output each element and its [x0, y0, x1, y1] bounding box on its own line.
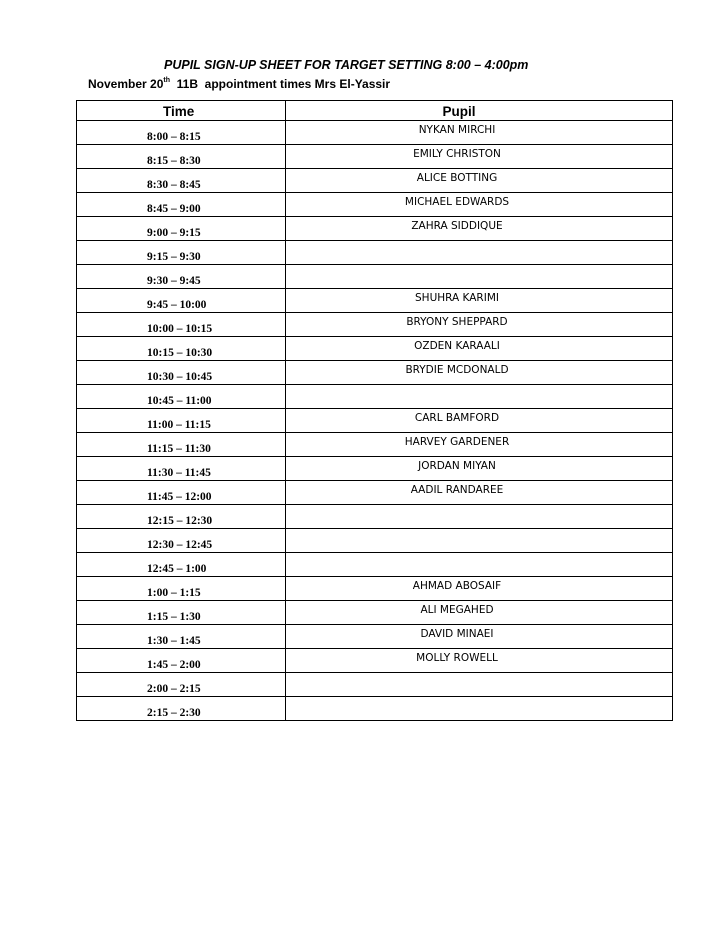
time-slot-label: 10:15 – 10:30: [147, 347, 213, 359]
time-cell: [77, 265, 286, 289]
sheet-title: PUPIL SIGN-UP SHEET FOR TARGET SETTING 8:00 – 4:00pm: [164, 58, 529, 72]
pupil-cell[interactable]: [286, 673, 673, 697]
pupil-cell[interactable]: BRYDIE MCDONALD: [286, 361, 673, 385]
time-cell: [77, 601, 286, 625]
table-row: [77, 193, 673, 217]
pupil-cell[interactable]: BRYONY SHEPPARD: [286, 313, 673, 337]
date-prefix: November 20: [88, 77, 164, 91]
time-slot-label: 12:15 – 12:30: [147, 515, 213, 527]
time-slot-label: 8:30 – 8:45: [147, 179, 201, 191]
time-cell: [77, 481, 286, 505]
column-header-time: Time: [77, 101, 286, 121]
pupil-cell[interactable]: MOLLY ROWELL: [286, 649, 673, 673]
table-row: [77, 265, 673, 289]
time-slot-label: 11:15 – 11:30: [147, 443, 211, 455]
time-slot-label: 9:15 – 9:30: [147, 251, 201, 263]
time-cell: [77, 145, 286, 169]
time-slot-label: 1:45 – 2:00: [147, 659, 201, 671]
time-cell: [77, 625, 286, 649]
pupil-cell[interactable]: SHUHRA KARIMI: [286, 289, 673, 313]
pupil-cell[interactable]: JORDAN MIYAN: [286, 457, 673, 481]
table-row: [77, 697, 673, 721]
time-slot-label: 2:15 – 2:30: [147, 707, 201, 719]
time-cell: [77, 385, 286, 409]
time-cell: [77, 121, 286, 145]
time-cell: [77, 289, 286, 313]
table-row: [77, 673, 673, 697]
time-slot-label: 8:15 – 8:30: [147, 155, 201, 167]
pupil-cell[interactable]: NYKAN MIRCHI: [286, 121, 673, 145]
time-cell: [77, 217, 286, 241]
pupil-cell[interactable]: DAVID MINAEI: [286, 625, 673, 649]
pupil-cell[interactable]: ZAHRA SIDDIQUE: [286, 217, 673, 241]
time-cell: [77, 505, 286, 529]
table-row: [77, 385, 673, 409]
pupil-cell[interactable]: ALI MEGAHED: [286, 601, 673, 625]
time-cell: [77, 193, 286, 217]
time-cell: [77, 241, 286, 265]
pupil-cell[interactable]: [286, 697, 673, 721]
table-row: [77, 433, 673, 457]
time-slot-label: 9:30 – 9:45: [147, 275, 201, 287]
table-row: [77, 553, 673, 577]
time-slot-label: 11:00 – 11:15: [147, 419, 211, 431]
pupil-cell[interactable]: AADIL RANDAREE: [286, 481, 673, 505]
table-row: [77, 409, 673, 433]
table-row: [77, 337, 673, 361]
time-cell: [77, 313, 286, 337]
time-slot-label: 1:30 – 1:45: [147, 635, 201, 647]
date-suffix: th: [163, 77, 170, 84]
time-cell: [77, 361, 286, 385]
subtitle-details: 11B appointment times Mrs El-Yassir: [169, 77, 391, 91]
pupil-cell[interactable]: OZDEN KARAALI: [286, 337, 673, 361]
time-cell: [77, 649, 286, 673]
time-slot-label: 1:00 – 1:15: [147, 587, 201, 599]
table-row: [77, 625, 673, 649]
time-slot-label: 8:00 – 8:15: [147, 131, 201, 143]
time-cell: [77, 577, 286, 601]
signup-table: [76, 100, 673, 721]
pupil-cell[interactable]: [286, 265, 673, 289]
pupil-cell[interactable]: CARL BAMFORD: [286, 409, 673, 433]
pupil-cell[interactable]: EMILY CHRISTON: [286, 145, 673, 169]
table-row: [77, 241, 673, 265]
pupil-cell[interactable]: HARVEY GARDENER: [286, 433, 673, 457]
table-row: [77, 529, 673, 553]
table-row: [77, 361, 673, 385]
table-row: [77, 121, 673, 145]
time-slot-label: 12:45 – 1:00: [147, 563, 207, 575]
pupil-cell[interactable]: [286, 505, 673, 529]
time-cell: [77, 529, 286, 553]
time-cell: [77, 409, 286, 433]
pupil-cell[interactable]: [286, 553, 673, 577]
time-slot-label: 2:00 – 2:15: [147, 683, 201, 695]
time-cell: [77, 433, 286, 457]
table-row: [77, 169, 673, 193]
table-body: [77, 121, 673, 721]
table-row: [77, 457, 673, 481]
time-cell: [77, 553, 286, 577]
pupil-cell[interactable]: ALICE BOTTING: [286, 169, 673, 193]
time-cell: [77, 457, 286, 481]
time-slot-label: 12:30 – 12:45: [147, 539, 213, 551]
pupil-cell[interactable]: [286, 529, 673, 553]
table-row: [77, 313, 673, 337]
pupil-cell[interactable]: [286, 385, 673, 409]
time-slot-label: 8:45 – 9:00: [147, 203, 201, 215]
time-slot-label: 11:45 – 12:00: [147, 491, 212, 503]
column-header-pupil: Pupil: [286, 101, 673, 121]
table-row: [77, 217, 673, 241]
time-slot-label: 11:30 – 11:45: [147, 467, 211, 479]
pupil-cell[interactable]: [286, 241, 673, 265]
table-row: [77, 577, 673, 601]
table-row: [77, 145, 673, 169]
pupil-cell[interactable]: MICHAEL EDWARDS: [286, 193, 673, 217]
table-row: [77, 289, 673, 313]
time-slot-label: 10:00 – 10:15: [147, 323, 213, 335]
table-row: [77, 601, 673, 625]
table-row: [77, 505, 673, 529]
time-slot-label: 1:15 – 1:30: [147, 611, 201, 623]
time-cell: [77, 169, 286, 193]
time-slot-label: 9:00 – 9:15: [147, 227, 201, 239]
pupil-cell[interactable]: AHMAD ABOSAIF: [286, 577, 673, 601]
table-row: [77, 481, 673, 505]
time-cell: [77, 337, 286, 361]
time-cell: [77, 697, 286, 721]
table-header-row: [77, 101, 673, 121]
time-slot-label: 9:45 – 10:00: [147, 299, 207, 311]
table-row: [77, 649, 673, 673]
time-slot-label: 10:30 – 10:45: [147, 371, 213, 383]
sheet-subtitle: [88, 77, 390, 91]
time-slot-label: 10:45 – 11:00: [147, 395, 212, 407]
time-cell: [77, 673, 286, 697]
